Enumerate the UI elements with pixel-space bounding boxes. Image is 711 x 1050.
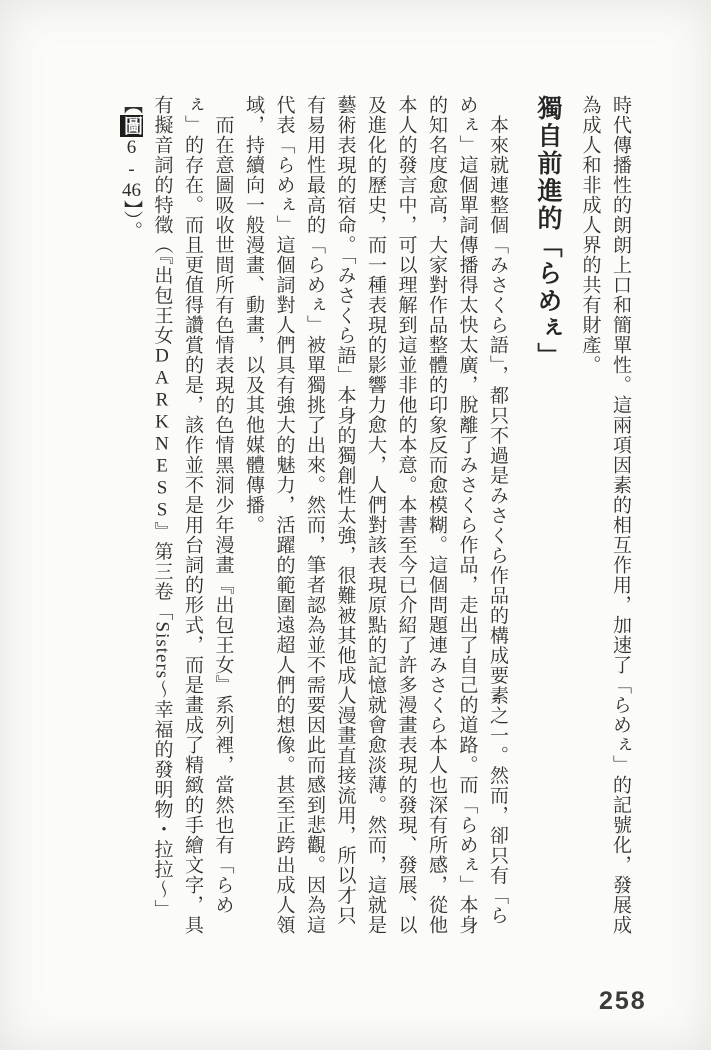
latin-title-darkness: DARKNESS — [151, 345, 173, 522]
figure-number-prefix: 6- — [121, 137, 142, 181]
page-number: 258 — [599, 987, 647, 1015]
page-content — [116, 95, 636, 937]
continuation-paragraph: 時代傳播性的朗朗上口和簡單性。這兩項因素的相互作用，加速了「らめぇ」的記號化，發展成為成人和非成人界的共有財產。 — [579, 95, 631, 935]
paragraph-2-text: 幸福的發明物・拉拉～」【 — [121, 95, 173, 920]
figure-reference-box: 圖 — [121, 116, 142, 136]
latin-episode-title: Sisters～ — [151, 621, 173, 700]
paragraph-2-text: 而在意圖吸收世間所有色情表現的色情黑洞少年漫畫『出包王女』系列裡，當然也有「らめぇ」的存在。而且更值得讚賞的是，該作並不是用台詞的形式，而是畫成了精緻的手繪文字，具有擬音詞的特徵（『出包王女 — [151, 95, 234, 935]
paragraph-2-text: 】）。 — [121, 200, 142, 241]
paragraph-2-text: 』第三卷「 — [151, 521, 173, 622]
section-heading: 獨自前進的「らめぇ」 — [534, 95, 561, 370]
body-paragraph-1: 本來就連整個「みさくら語」，都只不過是みさくら作品的構成要素之一。然而，卻只有「らめぇ」這個單詞傳播得太快太廣，脫離了みさくら作品，走出了自己的道路。而「らめぇ」本身的知名度愈高，大家對作品整體的印象反而愈模糊。這個問題連みさくら本人也深有所感，從他本人的發言中，可以理解到這並非他的本意。本書至今已介紹了許多漫畫表現的發現、發展、以及進化的歷史，而一種表現的影響力愈大，人們對該表現原點的記憶就會愈淡薄。然而，這就是藝術表現的宿命。「みさくら語」本身的獨創性太強，很難被其他成人漫畫直接流用，所以才只有易用性最高的「らめぇ」被單獨挑了出來。然而，筆者認為並不需要因此而感到悲觀。因為這代表「らめぇ」這個詞對人們具有強大的魅力，活躍的範圍遠超人們的想像。甚至正跨出成人領域，持續向一般漫畫、動畫，以及其他媒體傳播。 — [243, 95, 508, 935]
body-paragraph-2 — [116, 95, 238, 937]
figure-number: 46 — [122, 181, 141, 200]
